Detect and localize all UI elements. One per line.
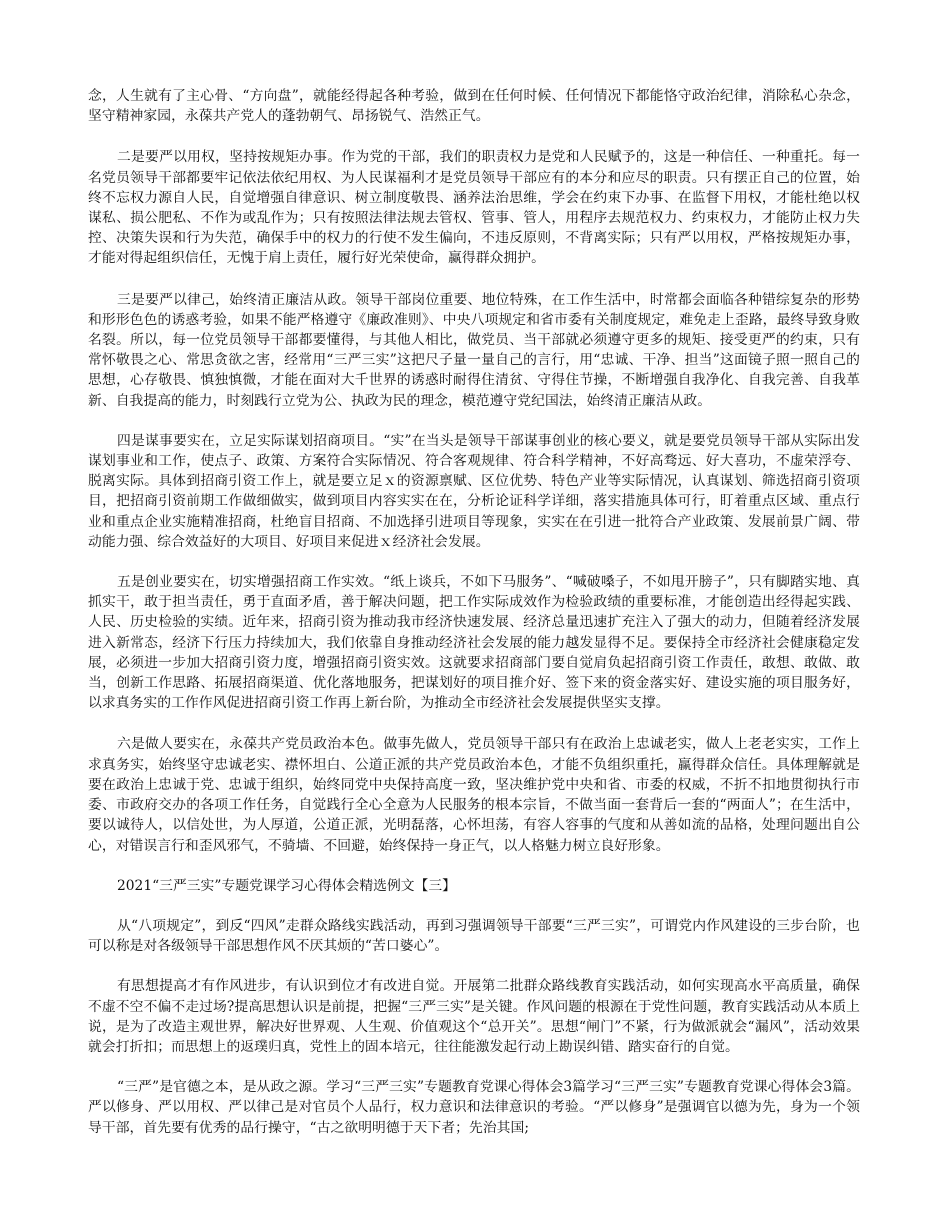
paragraph-practical-conduct: 六是做人要实在，永葆共产党员政治本色。做事先做人，党员领导干部只有在政治上忠诚老实，做人上老老实实，工作上求真务实，始终坚守忠诚老实、襟怀坦白、公道正派的共产党员政治本色，才能不负组织重托，赢得群众信任。具体理解就是要在政治上忠诚于党、忠诚于组织，始终同党中央保持高度一致，坚决维护党中央和省、市委的权威，不折不扣地贯彻执行市委、市政府交办的各项工作任务，自觉践行全心全意为人民服务的根本宗旨，不做当面一套背后一套的“两面人”；在生活中，要以诚待人，以信处世，为人厚道，公道正派，光明磊落，心怀坦荡，有容人容事的气度和从善如流的品格，处理问题出自公心，对错误言行和歪风邪气，不骑墙、不回避，始终保持一身正气，以人格魅力树立良好形象。 bbox=[88, 736, 860, 854]
paragraph-thought-improvement: 有思想提高才有作风进步，有认识到位才有改进自觉。开展第二批群众路线教育实践活动，如何实现高水平高质量，确保不虚不空不偏不走过场?提高思想认识是前提，把握“三严三实”是关键。作风问题的根源在于党性问题，教育实践活动从本质上说，是为了改造主观世界，解决好世界观、人生观、价值观这个“总开关”。思想“闸门”不紧，行为做派就会“漏风”，活动效果就会打折扣；而思想上的返璞归真，党性上的固本培元，往往能激发起行动上勘误纠错、踏实奋行的自觉。 bbox=[88, 978, 860, 1055]
paragraph-eight-rules: 从“八项规定”，到反“四风”走群众路线实践活动，再到习强调领导干部要“三严三实”，可谓党内作风建设的三步台阶，也可以称是对各级领导干部思想作风不厌其烦的“苦口婆心”。 bbox=[88, 917, 860, 955]
section-heading: 2021“三严三实”专题党课学习心得体会精选例文【三】 bbox=[117, 877, 456, 894]
paragraph-strict-use-of-power: 二是要严以用权，坚持按规矩办事。作为党的干部，我们的职责权力是党和人民赋予的，这是一种信任、一种重托。每一名党员领导干部都要牢记依法依纪用权、为人民谋福利才是党员领导干部应有的本分和应尽的职责。只有摆正自己的位置，始终不忘权力源自人民，自觉增强自律意识、树立制度敬畏、涵养法治思维，学会在约束下办事、在监督下用权，才能杜绝以权谋私、损公肥私、不作为或乱作为；只有按照法律法规去管权、管事、管人，用程序去规范权力、约束权力，才能防止权力失控、决策失误和行为失范，确保手中的权力的行使不发生偏向，不违反原则，不背离实际；只有严以用权，严格按规矩办事，才能对得起组织信任，无愧于肩上责任，履行好光荣使命，赢得群众拥护。 bbox=[88, 149, 860, 267]
document-body bbox=[88, 86, 860, 1138]
paragraph-practical-planning: 四是谋事要实在，立足实际谋划招商项目。“实”在当头是领导干部谋事创业的核心要义，就是要党员领导干部从实际出发谋划事业和工作，使点子、政策、方案符合实际情况、符合客观规律、符合科学精神，不好高骛远、好大喜功，不虚荣浮夸、脱离实际。具体到招商引资工作上，就是要立足ｘ的资源禀赋、区位优势、特色产业等实际情况，认真谋划、筛选招商引资项目，把招商引资前期工作做细做实，做到项目内容实实在在，分析论证科学详细，落实措施具体可行，盯着重点区域、重点行业和重点企业实施精准招商，杜绝盲目招商、不加选择引进项目等现象，实实在在引进一批符合产业政策、发展前景广阔、带动能力强、综合效益好的大项目、好项目来促进ｘ经济社会发展。 bbox=[88, 432, 860, 550]
paragraph-practical-entrepreneurship: 五是创业要实在，切实增强招商工作实效。“纸上谈兵，不如下马服务”、“喊破嗓子，不如甩开膀子”，只有脚踏实地、真抓实干，敢于担当责任，勇于直面矛盾，善于解决问题，把工作实际成效作为检验政绩的重要标准，才能创造出经得起实践、人民、历史检验的实绩。近年来，招商引资为推动我市经济快速发展、经济总量迅速扩充注入了强大的动力，但随着经济发展进入新常态，经济下行压力持续加大，我们依靠自身推动经济社会发展的能力越发显得不足。要保持全市经济社会健康稳定发展，必须进一步加大招商引资力度，增强招商引资实效。这就要求招商部门要自觉肩负起招商引资工作责任，敢想、敢做、敢当，创新工作思路、拓展招商渠道、优化落地服务，把谋划好的项目推介好、签下来的资金落实好、建设实施的项目服务好，以求真务实的工作作风促进招商引资工作再上新台阶，为推动全市经济社会发展提供坚实支撑。 bbox=[88, 574, 860, 712]
paragraph-three-stricts: “三严”是官德之本，是从政之源。学习“三严三实”专题教育党课心得体会3篇学习“三严三实”专题教育党课心得体会3篇。严以修身、严以用权、严以律己是对官员个人品行，权力意识和法律意识的考验。“严以修身”是强调官以德为先，身为一个领导干部，首先要有优秀的品行操守，“古之欲明明德于天下者；先治其国; bbox=[88, 1079, 860, 1136]
paragraph-strict-self-discipline: 三是要严以律己，始终清正廉洁从政。领导干部岗位重要、地位特殊，在工作生活中，时常都会面临各种错综复杂的形势和形形色色的诱惑考验，如果不能严格遵守《廉政准则》、中央八项规定和省市委有关制度规定，难免走上歪路，最终导致身败名裂。所以，每一位党员领导干部都要懂得，与其他人相比，做党员、当干部就必须遵守更多的规矩、接受更严的约束，只有常怀敬畏之心、常思贪欲之害，经常用“三严三实”这把尺子量一量自己的言行，用“忠诚、干净、担当”这面镜子照一照自己的思想，心存敬畏、慎独慎微，才能在面对大千世界的诱惑时耐得住清贫、守得住节操，不断增强自我净化、自我完善、自我革新、自我提高的能力，时刻践行立党为公、执政为民的理念，模范遵守党纪国法，始终清正廉洁从政。 bbox=[88, 291, 860, 409]
paragraph-continuation: 念，人生就有了主心骨、“方向盘”，就能经得起各种考验，做到在任何时候、任何情况下都能恪守政治纪律，消除私心杂念，坚守精神家园，永葆共产党人的蓬勃朝气、昂扬锐气、浩然正气。 bbox=[88, 88, 860, 125]
